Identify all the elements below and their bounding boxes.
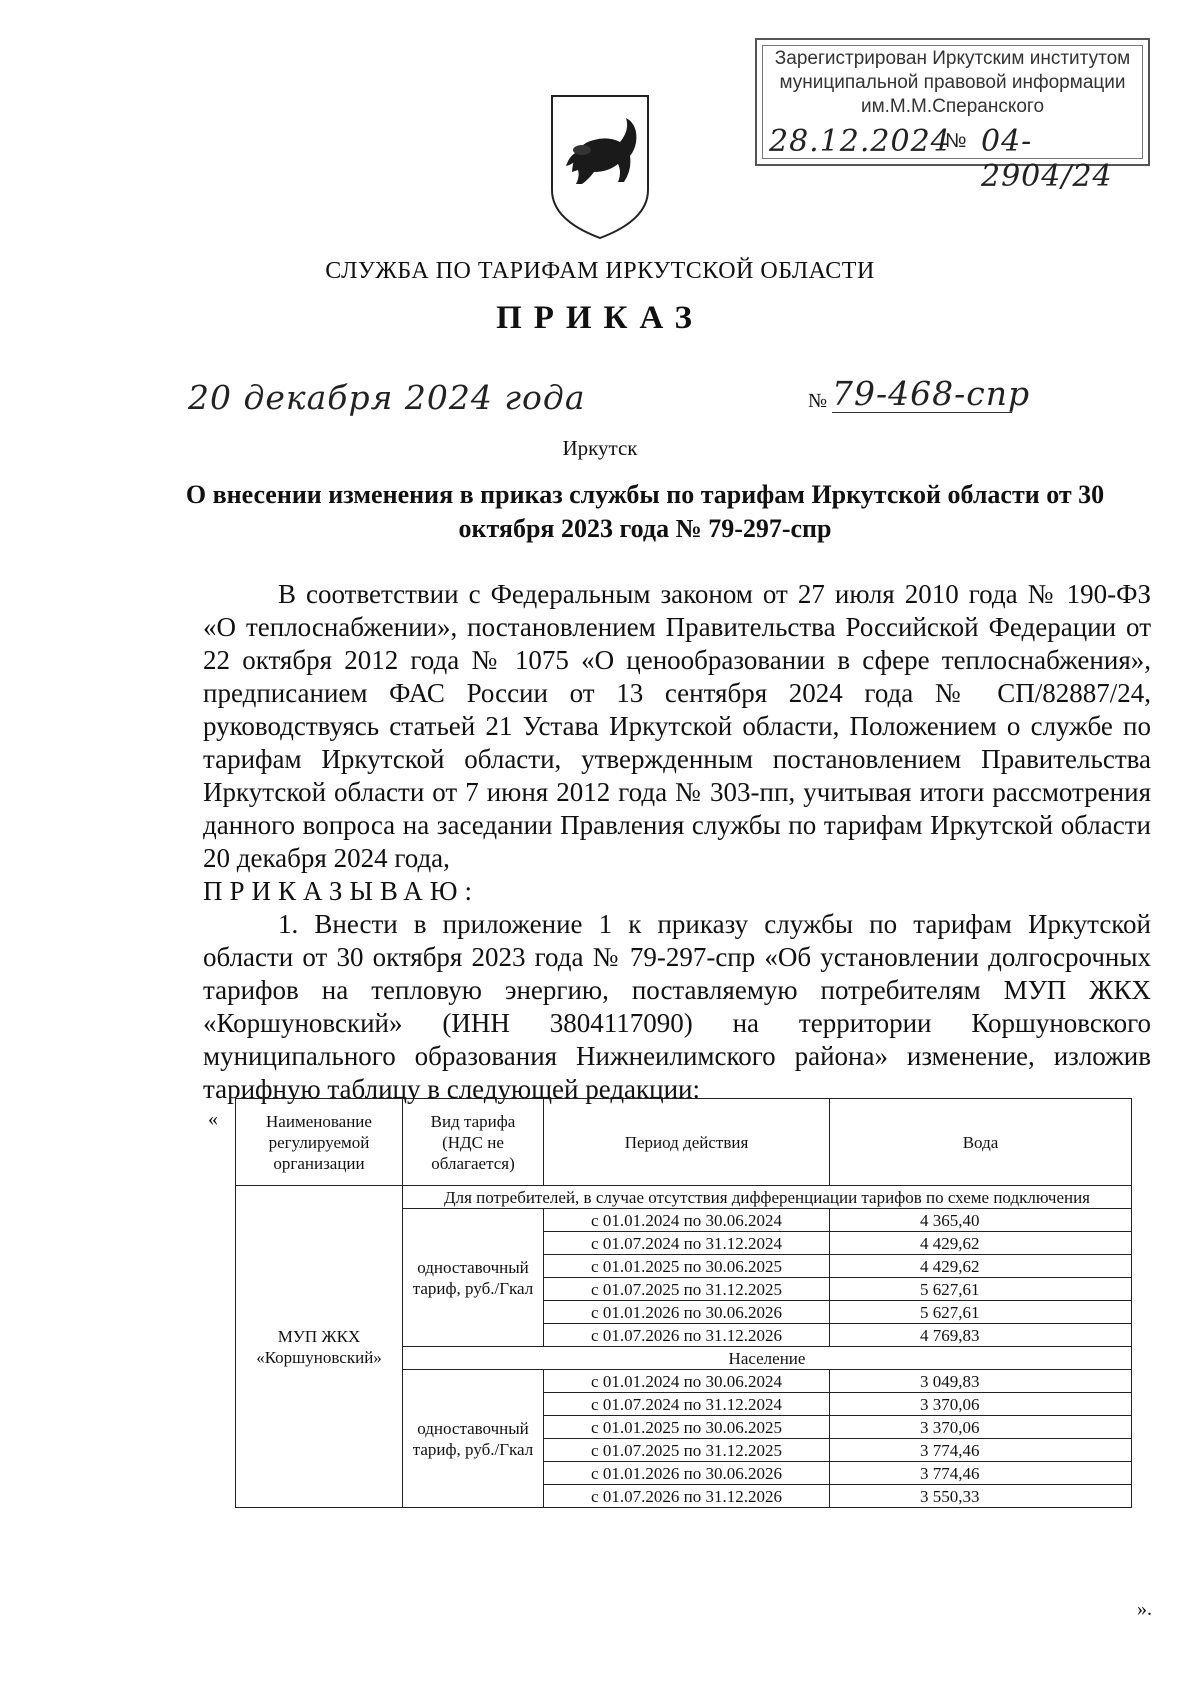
stamp-handwritten-date: 28.12.2024 xyxy=(769,124,951,159)
registration-stamp xyxy=(755,38,1150,194)
preamble-paragraph: В соответствии с Федеральным законом от 27 июля 2010 года № 190-ФЗ «О теплоснабжении», постановлением Правительства Российской Федерации от 22 октября 2012 года № 1075 «О ценообразовании в сфере теплоснабжения», предписанием ФАС России от 13 сентября 2024 года № СП/82887/24, руководствуясь статьей 21 Устава Иркутской области, Положением о службе по тарифам Иркутской области, утвержденным постановлением Правительства Иркутской области от 7 июня 2012 года № 303-пп, учитывая итоги рассмотрения данного вопроса на заседании Правления службы по тарифам Иркутской области 20 декабря 2024 года, xyxy=(203,579,1151,873)
tariff-table xyxy=(235,1098,1132,1508)
table-header-row xyxy=(236,1099,1132,1186)
period-cell: с 01.07.2026 по 31.12.2026 xyxy=(544,1324,830,1347)
value-cell: 3 774,46 xyxy=(830,1462,1132,1485)
table-open-quote: « xyxy=(208,1108,218,1130)
header-period: Период действия xyxy=(544,1099,830,1186)
value-cell: 5 627,61 xyxy=(830,1278,1132,1301)
table-close-quote: ». xyxy=(1137,1598,1152,1620)
header-value: Вода xyxy=(830,1099,1132,1186)
period-cell: с 01.07.2026 по 31.12.2026 xyxy=(544,1485,830,1508)
stamp-line-1: Зарегистрирован Иркутским институтом xyxy=(774,48,1131,69)
handwritten-order-number: 79-468-спр xyxy=(832,374,1031,413)
order-number-underline xyxy=(832,412,1012,413)
group-label: Население xyxy=(403,1347,1132,1370)
stamp-handwritten-number: 04-2904/24 xyxy=(981,124,1113,194)
value-cell: 4 429,62 xyxy=(830,1255,1132,1278)
coat-of-arms-icon xyxy=(548,92,652,242)
period-cell: с 01.01.2025 по 30.06.2025 xyxy=(544,1416,830,1439)
value-cell: 4 365,40 xyxy=(830,1209,1132,1232)
stamp-number-label: № xyxy=(945,130,968,152)
period-cell: с 01.01.2025 по 30.06.2025 xyxy=(544,1255,830,1278)
value-cell: 3 370,06 xyxy=(830,1393,1132,1416)
value-cell: 4 429,62 xyxy=(830,1232,1132,1255)
period-cell: с 01.07.2024 по 31.12.2024 xyxy=(544,1393,830,1416)
clause-1-paragraph: 1. Внести в приложение 1 к приказу службы по тарифам Иркутской области от 30 октября 2023 года № 79-297-спр «Об установлении долгосрочных тарифов на тепловую энергию, поставляемую потребителям МУП ЖКХ «Коршуновский» (ИНН 3804117090) на территории Коршуновского муниципального образования Нижнеилимского района» изменение, изложив тарифную таблицу в следующей редакции: xyxy=(203,909,1151,1104)
organization-name: МУП ЖКХ «Коршуновский» xyxy=(236,1186,403,1508)
order-number-label: № xyxy=(808,390,828,412)
handwritten-order-date: 20 декабря 2024 года xyxy=(188,378,586,417)
period-cell: с 01.01.2024 по 30.06.2024 xyxy=(544,1370,830,1393)
tariff-type: одноставочный тариф, руб./Гкал xyxy=(403,1209,544,1347)
value-cell: 4 769,83 xyxy=(830,1324,1132,1347)
group-label-row xyxy=(236,1186,1132,1209)
value-cell: 5 627,61 xyxy=(830,1301,1132,1324)
stamp-line-3: им.М.М.Сперанского xyxy=(860,96,1045,117)
document-type: ПРИКАЗ xyxy=(496,300,704,336)
value-cell: 3 550,33 xyxy=(830,1485,1132,1508)
agency-name: СЛУЖБА ПО ТАРИФАМ ИРКУТСКОЙ ОБЛАСТИ xyxy=(325,258,875,284)
period-cell: с 01.01.2026 по 30.06.2026 xyxy=(544,1462,830,1485)
tariff-type: одноставочный тариф, руб./Гкал xyxy=(403,1370,544,1508)
order-word: ПРИКАЗЫВАЮ: xyxy=(203,876,479,906)
document-title: О внесении изменения в приказ службы по тарифам Иркутской области от 30 октября 2023 года № 79-297-спр xyxy=(185,480,1105,543)
group-label: Для потребителей, в случае отсутствия дифференциации тарифов по схеме подключения xyxy=(403,1186,1132,1209)
header-org: Наименование регулируемой организации xyxy=(236,1099,403,1186)
period-cell: с 01.07.2024 по 31.12.2024 xyxy=(544,1232,830,1255)
stamp-line-2: муниципальной правовой информации xyxy=(779,72,1126,93)
period-cell: с 01.07.2025 по 31.12.2025 xyxy=(544,1439,830,1462)
city: Иркутск xyxy=(562,436,638,460)
period-cell: с 01.01.2026 по 30.06.2026 xyxy=(544,1301,830,1324)
header-tariff-type: Вид тарифа (НДС не облагается) xyxy=(403,1099,544,1186)
value-cell: 3 049,83 xyxy=(830,1370,1132,1393)
value-cell: 3 774,46 xyxy=(830,1439,1132,1462)
period-cell: с 01.07.2025 по 31.12.2025 xyxy=(544,1278,830,1301)
value-cell: 3 370,06 xyxy=(830,1416,1132,1439)
period-cell: с 01.01.2024 по 30.06.2024 xyxy=(544,1209,830,1232)
